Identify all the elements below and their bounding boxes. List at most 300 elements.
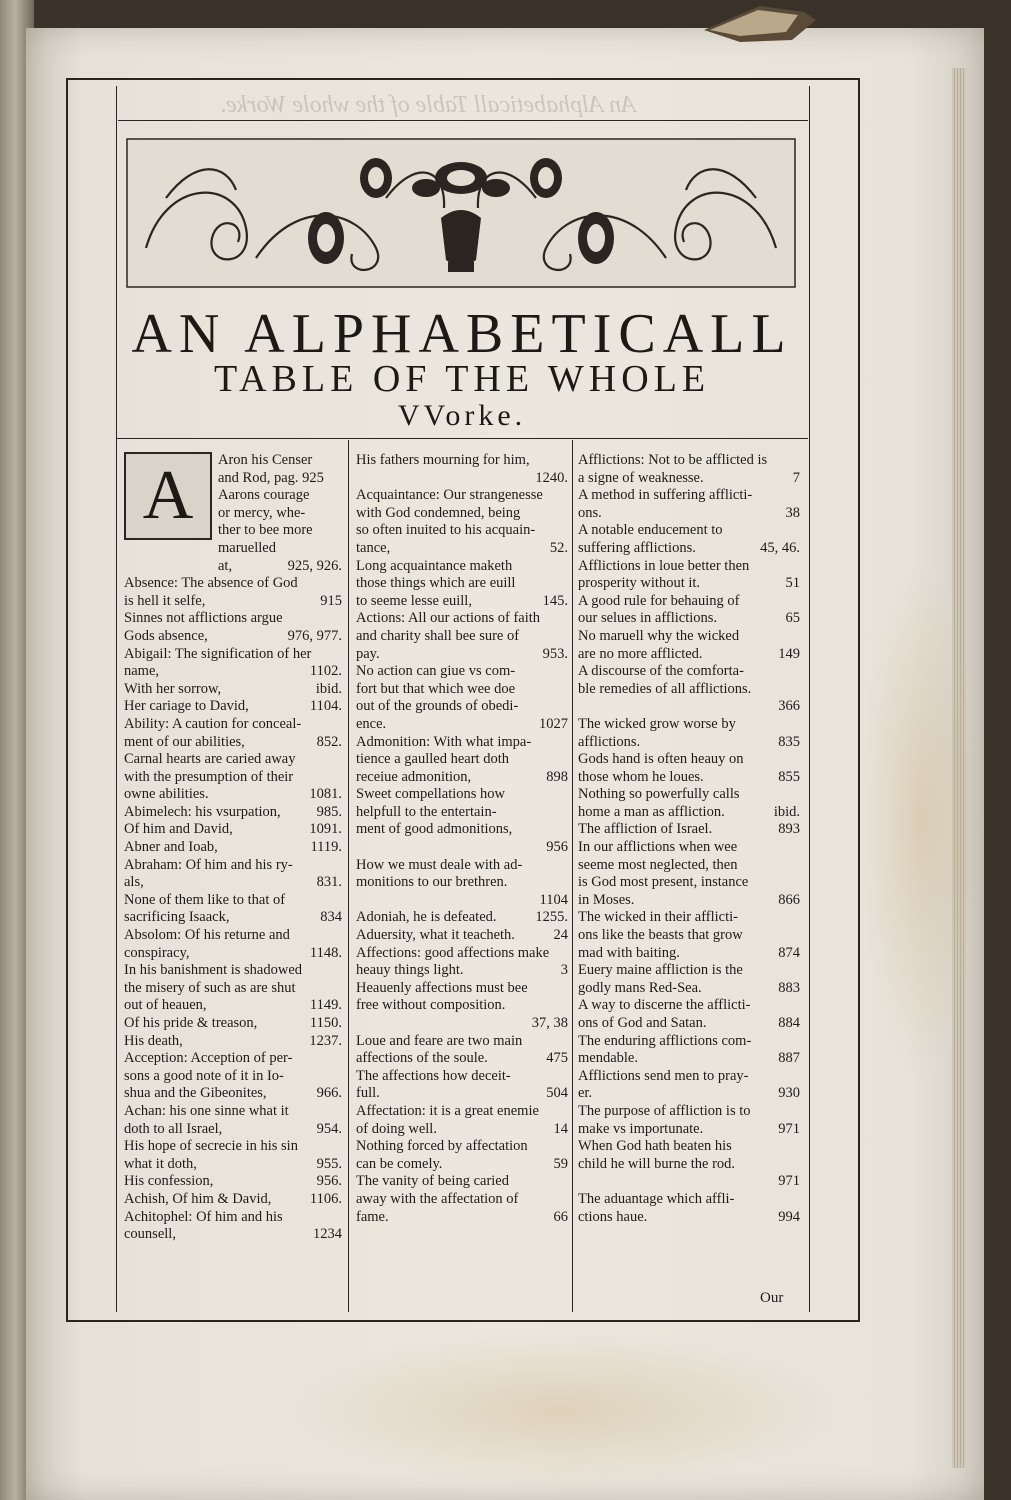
index-entry	[578, 716, 800, 734]
index-entry	[578, 522, 800, 540]
index-entry	[124, 1015, 342, 1033]
entry-text: name,	[124, 663, 160, 680]
entry-text: with God condemned, being	[356, 504, 521, 521]
entry-text: Of him and David,	[124, 821, 233, 838]
index-entry	[356, 522, 568, 540]
entry-page-ref: 994	[778, 1208, 800, 1225]
entry-page-ref: 1027	[539, 715, 568, 732]
index-entry	[124, 698, 342, 716]
entry-text: In our afflictions when wee	[578, 839, 738, 856]
entry-page-ref: 971	[778, 1120, 800, 1137]
entry-page-ref: 1081.	[309, 786, 342, 803]
entry-text: Absence: The absence of God	[124, 575, 298, 592]
entry-text: home a man as affliction.	[578, 803, 725, 820]
index-entry	[124, 1033, 342, 1051]
entry-text: and Rod, pag. 925	[218, 469, 324, 486]
entry-text: als,	[124, 874, 144, 891]
index-entry	[578, 874, 800, 892]
index-entry	[356, 698, 568, 716]
entry-text: With her sorrow,	[124, 680, 222, 697]
entry-page-ref: 1149.	[309, 997, 342, 1014]
entry-text: tience a gaulled heart doth	[356, 751, 509, 768]
entry-page-ref: 855	[778, 768, 800, 785]
index-entry	[124, 962, 342, 980]
entry-text: sacrificing Isaack,	[124, 909, 230, 926]
index-entry	[356, 1103, 568, 1121]
index-entry	[124, 1068, 342, 1086]
index-entry	[124, 1173, 342, 1191]
index-entry	[356, 646, 568, 664]
index-entry	[124, 997, 342, 1015]
index-entry	[356, 593, 568, 611]
entry-text: Nothing forced by affectation	[356, 1138, 528, 1155]
entry-text: Gods hand is often heauy on	[578, 751, 744, 768]
index-entry	[578, 839, 800, 857]
index-entry	[578, 593, 800, 611]
entry-page-ref: 504	[546, 1085, 568, 1102]
entry-text: The aduantage which affli-	[578, 1190, 735, 1207]
entry-text: Actions: All our actions of faith	[356, 610, 541, 627]
entry-page-ref: 59	[553, 1155, 568, 1172]
entry-text: tance,	[356, 539, 391, 556]
index-entry	[356, 1156, 568, 1174]
entry-page-ref: 1148.	[309, 944, 342, 961]
index-entry	[578, 610, 800, 628]
entry-text: Aron his Censer	[218, 452, 313, 468]
index-entry	[124, 1226, 342, 1244]
index-entry	[124, 892, 342, 910]
entry-text: Adoniah, he is defeated.	[356, 909, 497, 926]
entry-text: of doing well.	[356, 1120, 437, 1137]
entry-text: affections of the soule.	[356, 1050, 488, 1067]
entry-text: conspiracy,	[124, 944, 190, 961]
index-entry	[124, 1121, 342, 1139]
entry-text: in Moses.	[578, 891, 635, 908]
index-entry	[356, 610, 568, 628]
header-rule	[118, 120, 808, 121]
index-entry	[124, 786, 342, 804]
entry-text: Long acquaintance maketh	[356, 557, 513, 574]
index-entry	[124, 751, 342, 769]
drop-cap	[124, 452, 212, 540]
water-stain	[860, 560, 980, 1080]
entry-text: Afflictions in loue better then	[578, 557, 750, 574]
entry-text: with the presumption of their	[124, 768, 294, 785]
entry-text: godly mans Red-Sea.	[578, 979, 702, 996]
index-entry	[578, 487, 800, 505]
entry-text: ctions haue.	[578, 1208, 648, 1225]
index-entry	[356, 470, 568, 488]
page-title: AN ALPHABETICALL	[131, 303, 793, 365]
entry-page-ref: 930	[778, 1085, 800, 1102]
entry-text: afflictions.	[578, 733, 641, 750]
entry-text: a signe of weaknesse.	[578, 469, 704, 486]
index-entry	[356, 945, 568, 963]
entry-text: How we must deale with ad-	[356, 856, 523, 873]
entry-text: Gods absence,	[124, 627, 208, 644]
index-entry	[356, 1191, 568, 1209]
entry-text: is God most present, instance	[578, 874, 749, 891]
entry-text: receiue admonition,	[356, 768, 472, 785]
entry-text: heauy things light.	[356, 962, 464, 979]
entry-text: er.	[578, 1085, 593, 1102]
index-entry	[578, 505, 800, 523]
index-entry	[356, 962, 568, 980]
index-entry	[356, 786, 568, 804]
entry-text: A method in suffering afflicti-	[578, 487, 753, 504]
entry-page-ref: 956	[546, 839, 568, 856]
entry-page-ref: ibid.	[773, 803, 800, 820]
entry-page-ref: 898	[546, 768, 568, 785]
index-entry	[578, 892, 800, 910]
metal-clip-icon	[700, 0, 820, 42]
entry-text: Affectation: it is a great enemie	[356, 1102, 539, 1119]
entry-page-ref: 874	[778, 944, 800, 961]
entry-text: out of heauen,	[124, 997, 207, 1014]
index-entry	[578, 1015, 800, 1033]
entry-page-ref: 887	[778, 1050, 800, 1067]
entry-page-ref: 985.	[316, 803, 342, 820]
index-entry	[578, 962, 800, 980]
entry-text: seeme most neglected, then	[578, 856, 738, 873]
index-entry	[356, 1138, 568, 1156]
index-entry	[578, 646, 800, 664]
index-column-2	[356, 452, 568, 1226]
entry-page-ref: ibid.	[315, 680, 342, 697]
index-entry	[218, 470, 342, 488]
entry-text: away with the affectation of	[356, 1190, 519, 1207]
entry-text: The affliction of Israel.	[578, 821, 713, 838]
index-entry	[578, 698, 800, 716]
entry-page-ref: 966.	[316, 1085, 342, 1102]
index-entry	[356, 839, 568, 857]
entry-text: Loue and feare are two main	[356, 1032, 523, 1049]
entry-text: His fathers mourning for him,	[356, 452, 530, 468]
entry-text: A notable enducement to	[578, 522, 723, 539]
index-entry	[124, 980, 342, 998]
entry-text: what it doth,	[124, 1155, 197, 1172]
index-entry	[578, 681, 800, 699]
index-entry	[356, 540, 568, 558]
entry-text: owne abilities.	[124, 786, 209, 803]
index-entry	[578, 1121, 800, 1139]
index-entry	[124, 1138, 342, 1156]
entry-page-ref: 1234	[313, 1226, 342, 1243]
index-entry	[356, 1085, 568, 1103]
entry-text: Achish, Of him & David,	[124, 1190, 272, 1207]
index-entry	[578, 945, 800, 963]
entry-text: ther to bee more	[218, 522, 313, 539]
entry-text: Aduersity, what it teacheth.	[356, 927, 515, 944]
entry-text: prosperity without it.	[578, 575, 701, 592]
entry-page-ref: 884	[778, 1015, 800, 1031]
index-entry	[356, 734, 568, 752]
entry-text: The affections how deceit-	[356, 1067, 511, 1084]
entry-page-ref: 1119.	[310, 839, 342, 856]
entry-text: mad with baiting.	[578, 944, 680, 961]
entry-page-ref: 14	[553, 1120, 568, 1137]
index-entry	[124, 909, 342, 927]
entry-text: Afflictions send men to pray-	[578, 1067, 749, 1084]
index-column-3	[578, 452, 800, 1226]
index-entry	[356, 487, 568, 505]
index-entry	[356, 874, 568, 892]
index-entry	[124, 1050, 342, 1068]
entry-page-ref: 366	[778, 698, 800, 715]
entry-page-ref: 834	[320, 909, 342, 926]
entry-text: are no more afflicted.	[578, 645, 703, 662]
entry-page-ref: 65	[785, 610, 800, 627]
index-entry	[124, 874, 342, 892]
entry-page-ref: 893	[778, 821, 800, 838]
entry-text: Abraham: Of him and his ry-	[124, 856, 293, 873]
bleed-through-text: An Alphabeticall Table of the whole Worke.	[220, 92, 636, 118]
entry-text: The wicked in their afflicti-	[578, 909, 738, 926]
index-entry	[578, 909, 800, 927]
index-entry	[578, 663, 800, 681]
entry-text: mendable.	[578, 1050, 638, 1067]
entry-page-ref: 953.	[542, 645, 568, 662]
entry-text: A good rule for behauing of	[578, 592, 740, 609]
entry-text: No action can giue vs com-	[356, 663, 516, 680]
entry-text: Achan: his one sinne what it	[124, 1102, 289, 1119]
index-entry	[356, 1033, 568, 1051]
index-entry	[356, 909, 568, 927]
index-entry	[578, 1033, 800, 1051]
entry-page-ref: 37, 38	[531, 1015, 568, 1031]
entry-text: Her cariage to David,	[124, 698, 249, 715]
ornamental-headpiece-icon	[126, 138, 796, 288]
entry-text: to seeme lesse euill,	[356, 592, 472, 609]
index-entry	[578, 997, 800, 1015]
index-entry	[218, 505, 342, 523]
entry-text: so often inuited to his acquain-	[356, 522, 536, 539]
entry-page-ref: 145.	[542, 592, 568, 609]
index-entry	[124, 575, 342, 593]
index-entry	[124, 1103, 342, 1121]
column-divider	[348, 440, 349, 1312]
index-entry	[124, 769, 342, 787]
entry-text: Achitophel: Of him and his	[124, 1208, 283, 1225]
index-entry	[356, 892, 568, 910]
entry-text: Of his pride & treason,	[124, 1015, 258, 1031]
index-entry	[578, 1173, 800, 1191]
entry-text: Heauenly affections must bee	[356, 979, 528, 996]
entry-page-ref: 915	[320, 592, 342, 609]
entry-page-ref: 955.	[316, 1155, 342, 1172]
entry-text: ons like the beasts that grow	[578, 927, 743, 944]
entry-text: Nothing so powerfully calls	[578, 786, 740, 803]
index-entry	[578, 804, 800, 822]
entry-text: Sweet compellations how	[356, 786, 506, 803]
catchword: Our	[760, 1290, 784, 1306]
entry-text: ment of good admonitions,	[356, 821, 513, 838]
entry-text: doth to all Israel,	[124, 1120, 223, 1137]
entry-page-ref: 954.	[316, 1120, 342, 1137]
index-entry	[124, 1156, 342, 1174]
index-entry	[356, 575, 568, 593]
index-entry	[218, 522, 342, 540]
entry-page-ref: 971	[778, 1173, 800, 1190]
entry-text: In his banishment is shadowed	[124, 962, 303, 979]
entry-text: Affections: good affections make	[356, 944, 550, 961]
entry-page-ref: 149	[778, 645, 800, 662]
index-entry	[578, 575, 800, 593]
index-entry	[124, 1209, 342, 1227]
entry-text: the misery of such as are shut	[124, 979, 296, 996]
index-entry	[578, 786, 800, 804]
index-entry	[356, 804, 568, 822]
index-entry	[124, 663, 342, 681]
index-entry	[578, 1138, 800, 1156]
page-subtitle-work: VVorke.	[397, 399, 527, 432]
entry-text: counsell,	[124, 1226, 176, 1243]
entry-text: sons a good note of it in Io-	[124, 1067, 284, 1084]
entry-text: Acception: Acception of per-	[124, 1050, 293, 1067]
entry-text: The wicked grow worse by	[578, 715, 736, 732]
index-entry	[124, 646, 342, 664]
index-entry	[578, 769, 800, 787]
entry-text: our selues in afflictions.	[578, 610, 718, 627]
index-entry	[578, 927, 800, 945]
index-entry	[124, 681, 342, 699]
entry-page-ref: 66	[553, 1208, 568, 1225]
entry-text: Aarons courage	[218, 487, 310, 504]
entry-text: Admonition: With what impa-	[356, 733, 532, 750]
entry-page-ref: 52.	[549, 539, 568, 556]
entry-text: child he will burne the rod.	[578, 1155, 736, 1172]
entry-page-ref: 1106.	[309, 1190, 342, 1207]
index-entry	[356, 857, 568, 875]
entry-text: maruelled at,	[218, 539, 276, 574]
entry-page-ref: 1150.	[309, 1015, 342, 1031]
entry-text: His death,	[124, 1032, 183, 1049]
entry-text: When God hath beaten his	[578, 1138, 732, 1155]
entry-text: ons of God and Satan.	[578, 1015, 707, 1031]
entry-text: Euery maine affliction is the	[578, 962, 743, 979]
entry-text: A discourse of the comforta-	[578, 663, 744, 680]
entry-text: Sinnes not afflictions argue	[124, 610, 283, 627]
index-entry	[578, 1209, 800, 1227]
index-entry	[578, 1156, 800, 1174]
page-subtitle: TABLE OF THE WHOLE	[213, 358, 711, 400]
index-entry	[356, 628, 568, 646]
entry-text: shua and the Gibeonites,	[124, 1085, 267, 1102]
index-entry	[356, 1015, 568, 1033]
entry-text: Ability: A caution for conceal-	[124, 715, 302, 732]
index-entry	[124, 716, 342, 734]
index-entry	[356, 980, 568, 998]
entry-text: ence.	[356, 715, 387, 732]
entry-page-ref: 45, 46.	[760, 539, 800, 556]
index-entry	[356, 663, 568, 681]
index-entry	[356, 1050, 568, 1068]
entry-text: His confession,	[124, 1173, 214, 1190]
entry-text: Acquaintance: Our strangenesse	[356, 487, 543, 504]
index-entry	[124, 610, 342, 628]
entry-text: fort but that which wee doe	[356, 680, 516, 697]
entry-page-ref: 835	[778, 733, 800, 750]
index-entry	[124, 927, 342, 945]
entry-text: free without composition.	[356, 997, 506, 1014]
index-entry	[578, 628, 800, 646]
entry-page-ref: 1091.	[309, 821, 342, 838]
index-entry	[578, 558, 800, 576]
index-entry	[578, 452, 800, 470]
entry-page-ref: 1104	[539, 891, 568, 908]
entry-page-ref: 1237.	[309, 1032, 342, 1049]
entry-page-ref: 976, 977.	[287, 627, 342, 644]
index-entry	[218, 487, 342, 505]
entry-text: helpfull to the entertain-	[356, 803, 497, 820]
index-entry	[356, 1121, 568, 1139]
index-entry	[124, 1085, 342, 1103]
entry-page-ref: 38	[785, 504, 800, 521]
entry-page-ref: 475	[546, 1050, 568, 1067]
index-entry	[356, 821, 568, 839]
entry-text: can be comely.	[356, 1155, 443, 1172]
index-entry	[578, 751, 800, 769]
entry-page-ref: 1104.	[309, 698, 342, 715]
entry-text: ment of our abilities,	[124, 733, 245, 750]
index-entry	[124, 734, 342, 752]
index-entry	[578, 857, 800, 875]
index-entry	[578, 470, 800, 488]
entry-text: His hope of secrecie in his sin	[124, 1138, 298, 1155]
index-entry	[124, 804, 342, 822]
index-entry	[356, 681, 568, 699]
index-entry	[578, 821, 800, 839]
index-entry	[578, 980, 800, 998]
entry-page-ref: 956.	[316, 1173, 342, 1190]
entry-page-ref: 7	[792, 469, 800, 486]
entry-text: ons.	[578, 504, 602, 521]
entry-page-ref: 852.	[316, 733, 342, 750]
entry-text: those whom he loues.	[578, 768, 704, 785]
index-entry	[218, 452, 342, 470]
entry-text: is hell it selfe,	[124, 592, 206, 609]
index-entry	[356, 769, 568, 787]
entry-page-ref: 1255.	[535, 909, 568, 926]
entry-text: None of them like to that of	[124, 891, 286, 908]
entry-text: those things which are euill	[356, 575, 516, 592]
index-entry	[356, 558, 568, 576]
entry-text: The enduring afflictions com-	[578, 1032, 752, 1049]
index-entry	[578, 1050, 800, 1068]
drop-cap-letter: A	[142, 457, 194, 534]
index-entry	[124, 593, 342, 611]
entry-text: The purpose of affliction is to	[578, 1102, 751, 1119]
index-column-1	[124, 452, 342, 1244]
index-entry	[578, 1191, 800, 1209]
index-entry	[124, 839, 342, 857]
entry-text: Absolom: Of his returne and	[124, 927, 290, 944]
entry-text: make vs importunate.	[578, 1120, 704, 1137]
entry-text: Abimelech: his vsurpation,	[124, 803, 281, 820]
index-entry	[356, 997, 568, 1015]
index-entry	[124, 945, 342, 963]
column-divider	[572, 440, 573, 1312]
entry-text: full.	[356, 1085, 380, 1102]
entry-text: Afflictions: Not to be afflicted is	[578, 452, 768, 468]
entry-page-ref: 1240.	[535, 469, 568, 486]
index-entry	[356, 452, 568, 470]
entry-text: A way to discerne the afflicti-	[578, 997, 751, 1014]
entry-text: fame.	[356, 1208, 389, 1225]
entry-page-ref: 24	[553, 927, 568, 944]
entry-text: pay.	[356, 645, 380, 662]
entry-text: monitions to our brethren.	[356, 874, 508, 891]
